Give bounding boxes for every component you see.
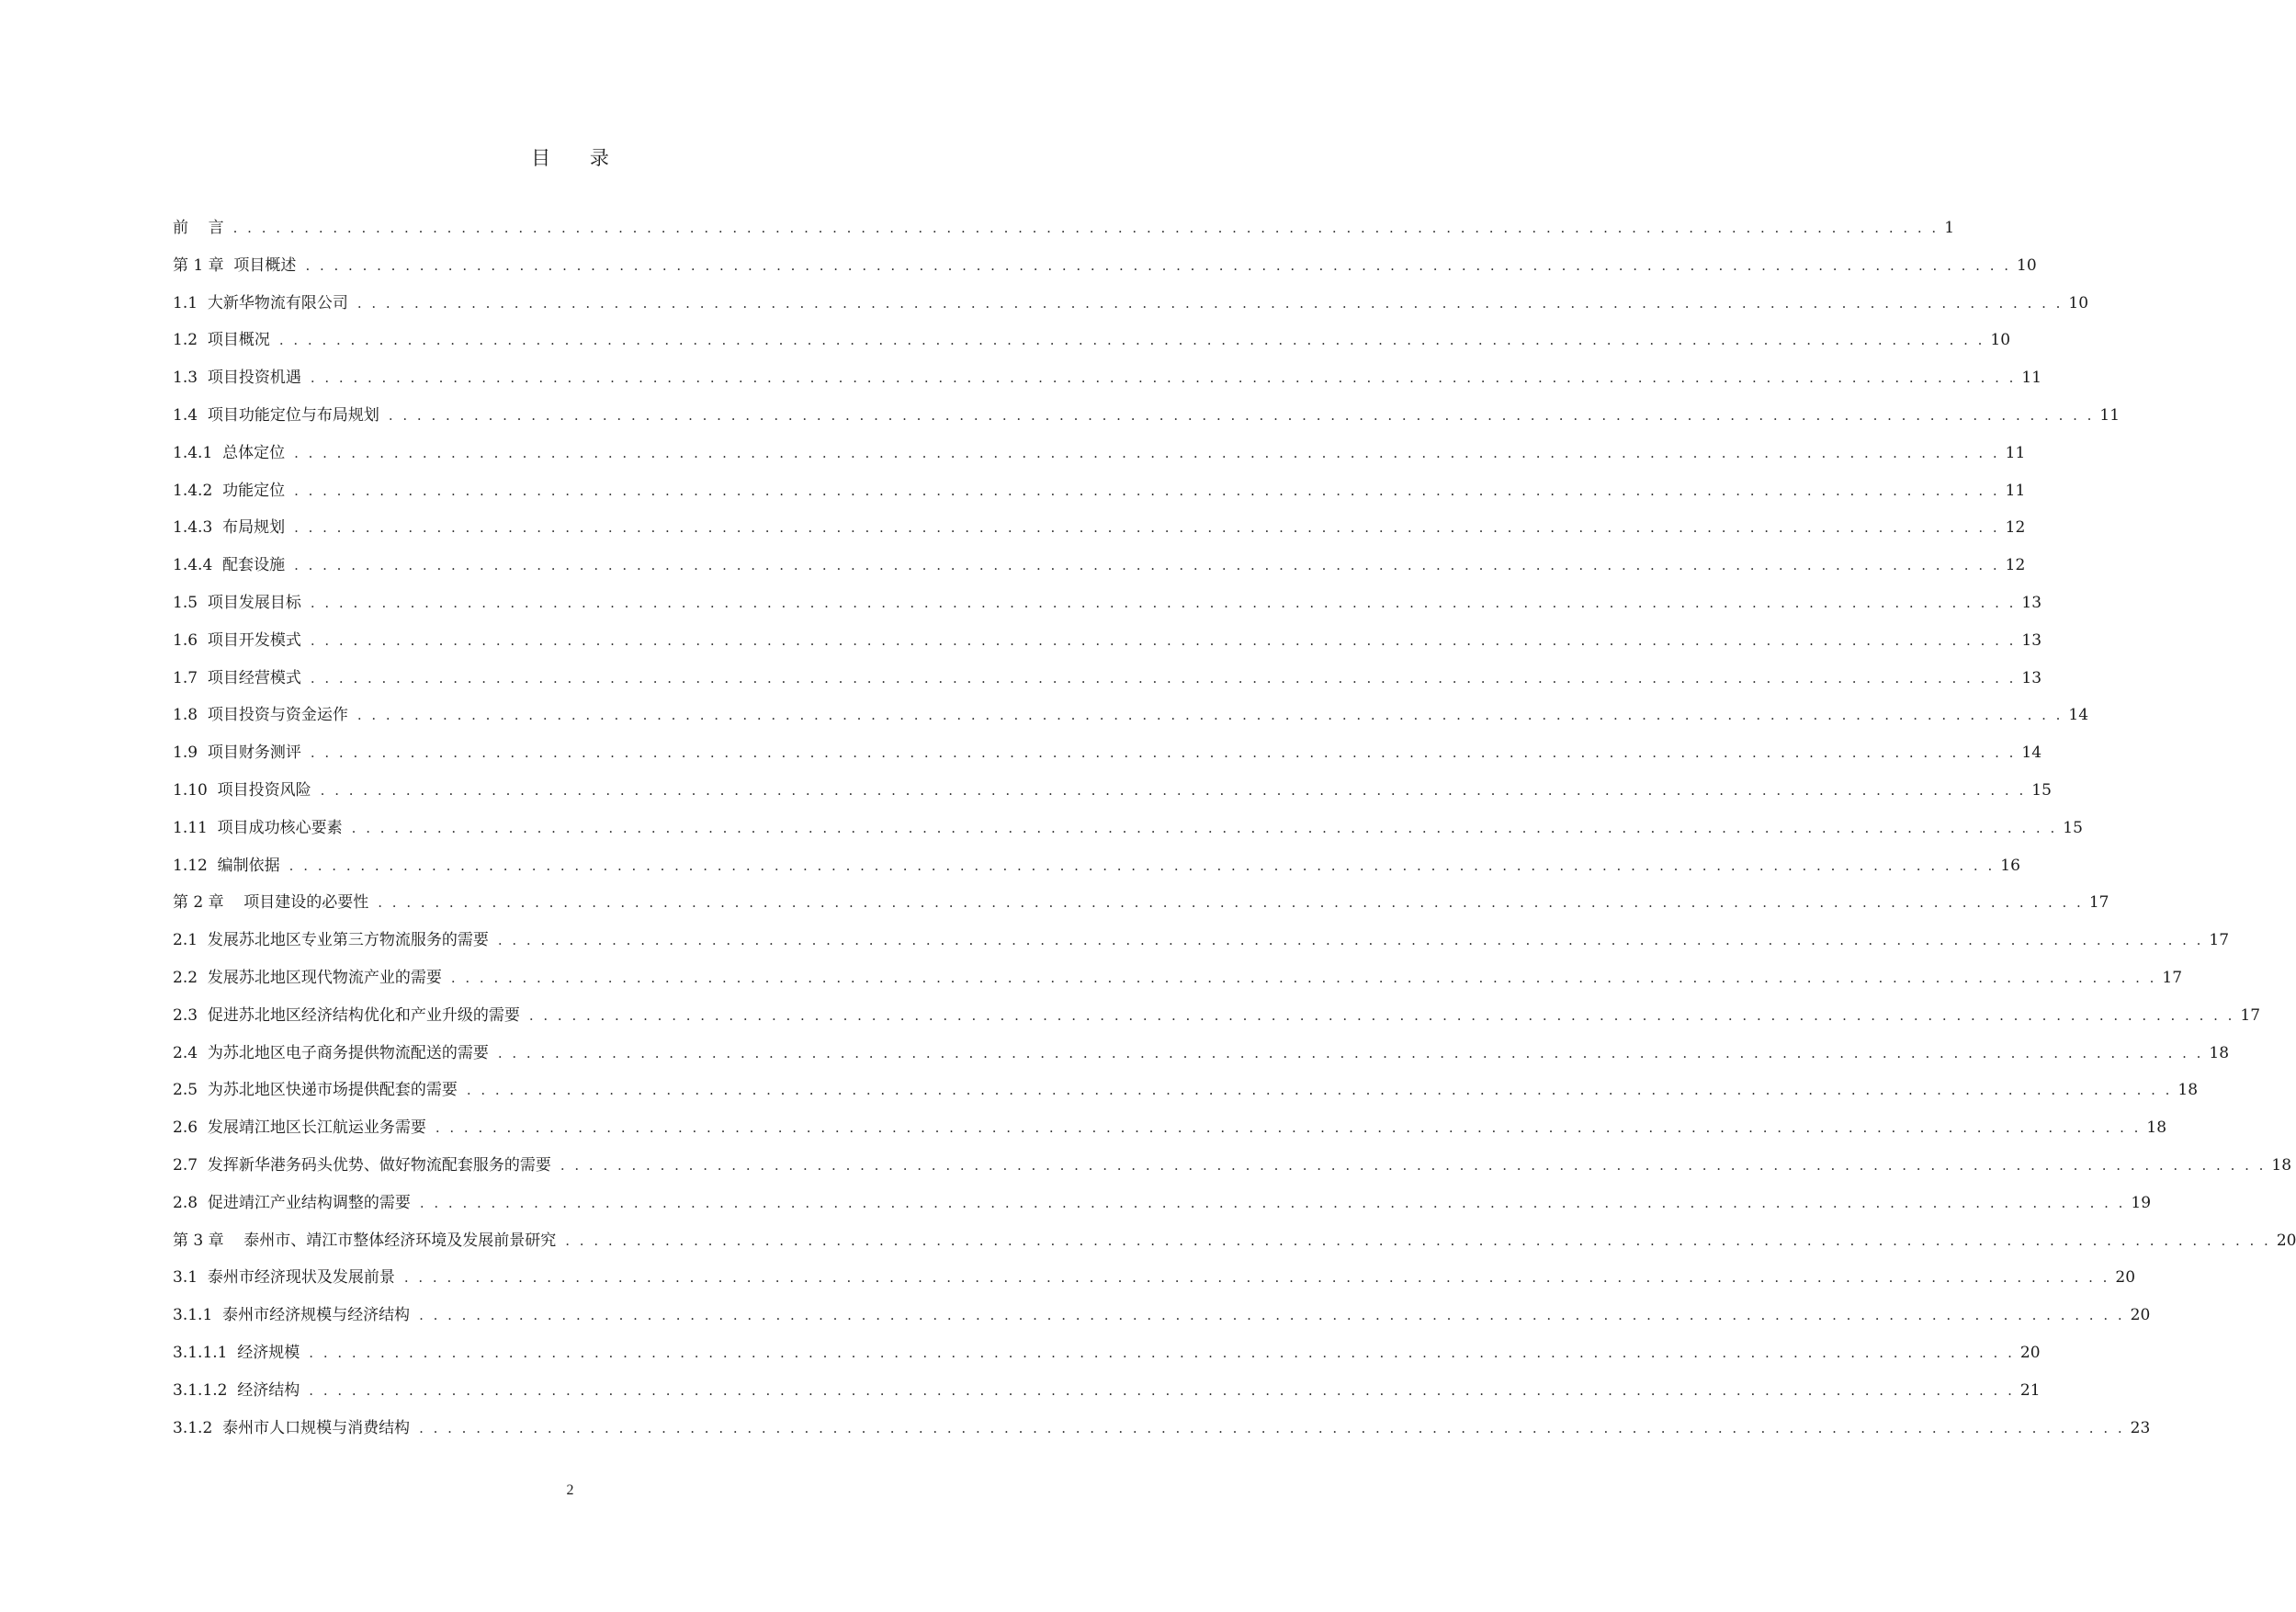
- toc-entry-page-number: 15: [2031, 780, 2052, 800]
- toc-entry-label: 1.4.4 配套设施: [173, 556, 286, 575]
- toc-entry-page-number: 14: [2021, 744, 2042, 763]
- toc-entry[interactable]: [173, 1154, 2292, 1192]
- toc-entry-page-number: 12: [2005, 518, 2026, 538]
- toc-entry[interactable]: [173, 1304, 2151, 1342]
- dot-leader: . . . . . . . . . . . . . . . . . . . . . . . . . . . . . . . . . . . . . . . . . . . . . . . . . . . . . . . . . . . . . . . . . . . . . . . . . . . . . . . . . . . . . . . . . . . . . . . . . . . . . . . . . . . . . . . . . . . . . . . .: [378, 894, 2084, 912]
- dot-leader: . . . . . . . . . . . . . . . . . . . . . . . . . . . . . . . . . . . . . . . . . . . . . . . . . . . . . . . . . . . . . . . . . . . . . . . . . . . . . . . . . . . . . . . . . . . . . . . . . . . . . . . . . . . . . . . . . . . . . . . .: [310, 744, 2017, 762]
- toc-entry-page-number: 13: [2021, 668, 2042, 687]
- toc-entry-label: 3.1.1 泰州市经济规模与经济结构: [173, 1306, 411, 1325]
- toc-entry-page-number: 19: [2131, 1193, 2152, 1212]
- toc-entry-label: 2.3 促进苏北地区经济结构优化和产业升级的需要: [173, 1005, 520, 1025]
- toc-entry-page-number: 17: [2209, 931, 2230, 950]
- toc-entry[interactable]: [173, 1342, 2041, 1379]
- toc-entry[interactable]: [173, 667, 2042, 705]
- toc-entry-label: 2.6 发展靖江地区长江航运业务需要: [173, 1118, 426, 1138]
- toc-entry-page-number: 13: [2021, 630, 2042, 650]
- toc-entry-label: 1.2 项目概况: [173, 331, 270, 350]
- toc-entry[interactable]: [173, 1192, 2152, 1230]
- dot-leader: . . . . . . . . . . . . . . . . . . . . . . . . . . . . . . . . . . . . . . . . . . . . . . . . . . . . . . . . . . . . . . . . . . . . . . . . . . . . . . . . . . . . . . . . . . . . . . . . . . . . . . . . . . . . . . . . . . . . . . . .: [565, 1232, 2271, 1249]
- toc-entry-page-number: 18: [2209, 1043, 2230, 1062]
- dot-leader: . . . . . . . . . . . . . . . . . . . . . . . . . . . . . . . . . . . . . . . . . . . . . . . . . . . . . . . . . . . . . . . . . . . . . . . . . . . . . . . . . . . . . . . . . . . . . . . . . . . . . . . . . . . . . . . . . . . . . . . .: [497, 932, 2204, 949]
- toc-entry[interactable]: [173, 891, 2109, 929]
- toc-entry-page-number: 14: [2068, 706, 2089, 725]
- toc-entry-page-number: 21: [2019, 1380, 2041, 1400]
- dot-leader: . . . . . . . . . . . . . . . . . . . . . . . . . . . . . . . . . . . . . . . . . . . . . . . . . . . . . . . . . . . . . . . . . . . . . . . . . . . . . . . . . . . . . . . . . . . . . . . . . . . . . . . . . . . . . . . . . . . . . . . .: [310, 669, 2017, 687]
- dot-leader: . . . . . . . . . . . . . . . . . . . . . . . . . . . . . . . . . . . . . . . . . . . . . . . . . . . . . . . . . . . . . . . . . . . . . . . . . . . . . . . . . . . . . . . . . . . . . . . . . . . . . . . . . . . . . . . . . . . . . . . .: [294, 519, 2000, 537]
- toc-entry-label: 3.1.1.2 经济结构: [173, 1380, 300, 1400]
- dot-leader: . . . . . . . . . . . . . . . . . . . . . . . . . . . . . . . . . . . . . . . . . . . . . . . . . . . . . . . . . . . . . . . . . . . . . . . . . . . . . . . . . . . . . . . . . . . . . . . . . . . . . . . . . . . . . . . . . . . . . . . .: [356, 707, 2064, 724]
- toc-entry-label: 2.1 发展苏北地区专业第三方物流服务的需要: [173, 931, 489, 950]
- dot-leader: . . . . . . . . . . . . . . . . . . . . . . . . . . . . . . . . . . . . . . . . . . . . . . . . . . . . . . . . . . . . . . . . . . . . . . . . . . . . . . . . . . . . . . . . . . . . . . . . . . . . . . . . . . . . . . . . . . . . . . . .: [309, 1344, 2015, 1361]
- toc-entry-page-number: 20: [2019, 1343, 2041, 1362]
- toc-entry-page-number: 20: [2130, 1306, 2151, 1325]
- toc-entry-label: 第 1 章 项目概述: [173, 255, 297, 275]
- toc-entry[interactable]: [173, 1042, 2230, 1080]
- toc-entry-label: 1.4.3 布局规划: [173, 518, 286, 538]
- toc-entry[interactable]: [173, 742, 2042, 779]
- toc-entry-page-number: 10: [2017, 255, 2037, 275]
- toc-entry-page-number: 11: [2005, 481, 2026, 500]
- toc-entry[interactable]: [173, 1079, 2199, 1117]
- page-number: 2: [566, 1482, 574, 1498]
- toc-entry[interactable]: [173, 217, 1955, 255]
- dot-leader: . . . . . . . . . . . . . . . . . . . . . . . . . . . . . . . . . . . . . . . . . . . . . . . . . . . . . . . . . . . . . . . . . . . . . . . . . . . . . . . . . . . . . . . . . . . . . . . . . . . . . . . . . . . . . . . . . . . . . . . .: [320, 781, 2027, 799]
- toc-entry-label: 1.5 项目发展目标: [173, 593, 301, 612]
- toc-entry-label: 第 2 章 项目建设的必要性: [173, 893, 369, 913]
- dot-leader: . . . . . . . . . . . . . . . . . . . . . . . . . . . . . . . . . . . . . . . . . . . . . . . . . . . . . . . . . . . . . . . . . . . . . . . . . . . . . . . . . . . . . . . . . . . . . . . . . . . . . . . . . . . . . . . . . . . . . . . .: [419, 1194, 2126, 1211]
- toc-entry[interactable]: [173, 1266, 2136, 1304]
- toc-entry-label: 1.1 大新华物流有限公司: [173, 293, 348, 312]
- toc-entry-page-number: 17: [2240, 1005, 2261, 1025]
- toc-entry-label: 1.4 项目功能定位与布局规划: [173, 405, 379, 425]
- toc-entry[interactable]: [173, 1005, 2261, 1042]
- toc-entry-page-number: 15: [2063, 818, 2083, 837]
- toc-entry-label: 1.4.1 总体定位: [173, 443, 286, 462]
- dot-leader: . . . . . . . . . . . . . . . . . . . . . . . . . . . . . . . . . . . . . . . . . . . . . . . . . . . . . . . . . . . . . . . . . . . . . . . . . . . . . . . . . . . . . . . . . . . . . . . . . . . . . . . . . . . . . . . . . . . . . . . .: [288, 857, 1996, 874]
- dot-leader: . . . . . . . . . . . . . . . . . . . . . . . . . . . . . . . . . . . . . . . . . . . . . . . . . . . . . . . . . . . . . . . . . . . . . . . . . . . . . . . . . . . . . . . . . . . . . . . . . . . . . . . . . . . . . . . . . . . . . . . .: [294, 482, 2000, 499]
- toc-entry[interactable]: [173, 480, 2026, 517]
- toc-entry-label: 1.9 项目财务测评: [173, 744, 301, 763]
- dot-leader: . . . . . . . . . . . . . . . . . . . . . . . . . . . . . . . . . . . . . . . . . . . . . . . . . . . . . . . . . . . . . . . . . . . . . . . . . . . . . . . . . . . . . . . . . . . . . . . . . . . . . . . . . . . . . . . . . . . . . . . .: [388, 406, 2095, 424]
- toc-entry-label: 1.6 项目开发模式: [173, 630, 301, 650]
- dot-leader: . . . . . . . . . . . . . . . . . . . . . . . . . . . . . . . . . . . . . . . . . . . . . . . . . . . . . . . . . . . . . . . . . . . . . . . . . . . . . . . . . . . . . . . . . . . . . . . . . . . . . . . . . . . . . . . . . . . . . . . .: [497, 1044, 2204, 1061]
- toc-entry[interactable]: [173, 517, 2026, 554]
- page-title: 目 录: [531, 147, 626, 169]
- toc-entry-page-number: 17: [2162, 968, 2183, 987]
- toc-entry-label: 1.12 编制依据: [173, 856, 280, 875]
- toc-entry[interactable]: [173, 255, 2037, 292]
- toc-entry-label: 2.7 发挥新华港务码头优势、做好物流配套服务的需要: [173, 1155, 551, 1175]
- toc-entry[interactable]: [173, 592, 2042, 630]
- toc-entry-page-number: 23: [2130, 1418, 2151, 1437]
- dot-leader: . . . . . . . . . . . . . . . . . . . . . . . . . . . . . . . . . . . . . . . . . . . . . . . . . . . . . . . . . . . . . . . . . . . . . . . . . . . . . . . . . . . . . . . . . . . . . . . . . . . . . . . . . . . . . . . . . . . . . . . .: [528, 1006, 2235, 1024]
- dot-leader: . . . . . . . . . . . . . . . . . . . . . . . . . . . . . . . . . . . . . . . . . . . . . . . . . . . . . . . . . . . . . . . . . . . . . . . . . . . . . . . . . . . . . . . . . . . . . . . . . . . . . . . . . . . . . . . . . . . . . . . .: [278, 332, 1985, 349]
- toc-entry-page-number: 1: [1944, 219, 1955, 237]
- dot-leader: . . . . . . . . . . . . . . . . . . . . . . . . . . . . . . . . . . . . . . . . . . . . . . . . . . . . . . . . . . . . . . . . . . . . . . . . . . . . . . . . . . . . . . . . . . . . . . . . . . . . . . . . . . . . . . . . . . . . . . . .: [232, 220, 1940, 236]
- toc-entry-label: 2.5 为苏北地区快递市场提供配套的需要: [173, 1081, 458, 1100]
- toc-entry-page-number: 18: [2271, 1155, 2292, 1175]
- toc-entry-page-number: 10: [2068, 293, 2089, 312]
- dot-leader: . . . . . . . . . . . . . . . . . . . . . . . . . . . . . . . . . . . . . . . . . . . . . . . . . . . . . . . . . . . . . . . . . . . . . . . . . . . . . . . . . . . . . . . . . . . . . . . . . . . . . . . . . . . . . . . . . . . . . . . .: [310, 369, 2017, 387]
- dot-leader: . . . . . . . . . . . . . . . . . . . . . . . . . . . . . . . . . . . . . . . . . . . . . . . . . . . . . . . . . . . . . . . . . . . . . . . . . . . . . . . . . . . . . . . . . . . . . . . . . . . . . . . . . . . . . . . . . . . . . . . .: [435, 1119, 2142, 1137]
- toc-entry-label: 1.8 项目投资与资金运作: [173, 706, 348, 725]
- toc-entry[interactable]: [173, 630, 2042, 667]
- toc-entry-label: 3.1 泰州市经济现状及发展前景: [173, 1268, 395, 1288]
- toc-entry-label: 1.10 项目投资风险: [173, 780, 311, 800]
- toc-entry[interactable]: [173, 704, 2089, 742]
- toc-entry[interactable]: [173, 404, 2121, 442]
- toc-entry[interactable]: [173, 442, 2026, 480]
- toc-entry-page-number: 11: [2099, 405, 2121, 425]
- toc-entry-page-number: 11: [2005, 443, 2026, 462]
- dot-leader: . . . . . . . . . . . . . . . . . . . . . . . . . . . . . . . . . . . . . . . . . . . . . . . . . . . . . . . . . . . . . . . . . . . . . . . . . . . . . . . . . . . . . . . . . . . . . . . . . . . . . . . . . . . . . . . . . . . . . . . .: [294, 557, 2000, 574]
- toc-entry[interactable]: [173, 779, 2052, 817]
- toc-entry[interactable]: [173, 1417, 2151, 1455]
- toc-entry-page-number: 17: [2088, 893, 2109, 913]
- dot-leader: . . . . . . . . . . . . . . . . . . . . . . . . . . . . . . . . . . . . . . . . . . . . . . . . . . . . . . . . . . . . . . . . . . . . . . . . . . . . . . . . . . . . . . . . . . . . . . . . . . . . . . . . . . . . . . . . . . . . . . . .: [356, 294, 2064, 312]
- toc-entry-page-number: 20: [2115, 1268, 2136, 1288]
- toc-entry-label: 2.2 发展苏北地区现代物流产业的需要: [173, 968, 442, 987]
- dot-leader: . . . . . . . . . . . . . . . . . . . . . . . . . . . . . . . . . . . . . . . . . . . . . . . . . . . . . . . . . . . . . . . . . . . . . . . . . . . . . . . . . . . . . . . . . . . . . . . . . . . . . . . . . . . . . . . . . . . . . . . .: [450, 969, 2157, 986]
- toc-entry-label: 3.1.2 泰州市人口规模与消费结构: [173, 1418, 411, 1437]
- toc-entry[interactable]: [173, 329, 2011, 367]
- toc-entry[interactable]: [173, 554, 2026, 592]
- dot-leader: . . . . . . . . . . . . . . . . . . . . . . . . . . . . . . . . . . . . . . . . . . . . . . . . . . . . . . . . . . . . . . . . . . . . . . . . . . . . . . . . . . . . . . . . . . . . . . . . . . . . . . . . . . . . . . . . . . . . . . . .: [466, 1082, 2173, 1099]
- dot-leader: . . . . . . . . . . . . . . . . . . . . . . . . . . . . . . . . . . . . . . . . . . . . . . . . . . . . . . . . . . . . . . . . . . . . . . . . . . . . . . . . . . . . . . . . . . . . . . . . . . . . . . . . . . . . . . . . . . . . . . . .: [560, 1156, 2267, 1174]
- toc-entry-page-number: 10: [1990, 331, 2011, 350]
- toc-entry-label: 1.3 项目投资机遇: [173, 369, 301, 388]
- dot-leader: . . . . . . . . . . . . . . . . . . . . . . . . . . . . . . . . . . . . . . . . . . . . . . . . . . . . . . . . . . . . . . . . . . . . . . . . . . . . . . . . . . . . . . . . . . . . . . . . . . . . . . . . . . . . . . . . . . . . . . . .: [309, 1381, 2015, 1399]
- toc-entry[interactable]: [173, 817, 2083, 855]
- table-of-contents: [173, 217, 2296, 1454]
- toc-entry[interactable]: [173, 1117, 2167, 1154]
- toc-entry-page-number: 18: [2146, 1118, 2167, 1138]
- dot-leader: . . . . . . . . . . . . . . . . . . . . . . . . . . . . . . . . . . . . . . . . . . . . . . . . . . . . . . . . . . . . . . . . . . . . . . . . . . . . . . . . . . . . . . . . . . . . . . . . . . . . . . . . . . . . . . . . . . . . . . . .: [294, 444, 2000, 461]
- toc-entry-page-number: 13: [2021, 593, 2042, 612]
- toc-entry[interactable]: [173, 967, 2183, 1005]
- toc-entry-page-number: 16: [2000, 856, 2020, 875]
- toc-entry-label: 2.4 为苏北地区电子商务提供物流配送的需要: [173, 1043, 489, 1062]
- toc-entry[interactable]: [173, 929, 2230, 967]
- toc-entry[interactable]: [173, 292, 2089, 330]
- toc-entry-label: 1.4.2 功能定位: [173, 481, 286, 500]
- toc-entry-label: 3.1.1.1 经济规模: [173, 1343, 300, 1362]
- toc-entry-label: 前 言: [173, 219, 224, 237]
- dot-leader: . . . . . . . . . . . . . . . . . . . . . . . . . . . . . . . . . . . . . . . . . . . . . . . . . . . . . . . . . . . . . . . . . . . . . . . . . . . . . . . . . . . . . . . . . . . . . . . . . . . . . . . . . . . . . . . . . . . . . . . .: [419, 1419, 2125, 1436]
- toc-entry[interactable]: [173, 367, 2042, 404]
- toc-entry-page-number: 18: [2177, 1081, 2199, 1100]
- toc-entry[interactable]: [173, 1379, 2041, 1417]
- toc-entry-label: 1.11 项目成功核心要素: [173, 818, 343, 837]
- dot-leader: . . . . . . . . . . . . . . . . . . . . . . . . . . . . . . . . . . . . . . . . . . . . . . . . . . . . . . . . . . . . . . . . . . . . . . . . . . . . . . . . . . . . . . . . . . . . . . . . . . . . . . . . . . . . . . . . . . . . . . . .: [419, 1307, 2125, 1324]
- toc-entry[interactable]: [173, 1230, 2296, 1267]
- toc-entry-label: 1.7 项目经营模式: [173, 668, 301, 687]
- toc-entry-page-number: 11: [2021, 369, 2042, 388]
- dot-leader: . . . . . . . . . . . . . . . . . . . . . . . . . . . . . . . . . . . . . . . . . . . . . . . . . . . . . . . . . . . . . . . . . . . . . . . . . . . . . . . . . . . . . . . . . . . . . . . . . . . . . . . . . . . . . . . . . . . . . . . .: [351, 819, 2058, 836]
- dot-leader: . . . . . . . . . . . . . . . . . . . . . . . . . . . . . . . . . . . . . . . . . . . . . . . . . . . . . . . . . . . . . . . . . . . . . . . . . . . . . . . . . . . . . . . . . . . . . . . . . . . . . . . . . . . . . . . . . . . . . . . .: [305, 256, 2012, 274]
- dot-leader: . . . . . . . . . . . . . . . . . . . . . . . . . . . . . . . . . . . . . . . . . . . . . . . . . . . . . . . . . . . . . . . . . . . . . . . . . . . . . . . . . . . . . . . . . . . . . . . . . . . . . . . . . . . . . . . . . . . . . . . .: [403, 1269, 2110, 1287]
- dot-leader: . . . . . . . . . . . . . . . . . . . . . . . . . . . . . . . . . . . . . . . . . . . . . . . . . . . . . . . . . . . . . . . . . . . . . . . . . . . . . . . . . . . . . . . . . . . . . . . . . . . . . . . . . . . . . . . . . . . . . . . .: [310, 631, 2017, 649]
- toc-entry-label: 第 3 章 泰州市、靖江市整体经济环境及发展前景研究: [173, 1231, 557, 1250]
- toc-entry-page-number: 12: [2005, 556, 2026, 575]
- dot-leader: . . . . . . . . . . . . . . . . . . . . . . . . . . . . . . . . . . . . . . . . . . . . . . . . . . . . . . . . . . . . . . . . . . . . . . . . . . . . . . . . . . . . . . . . . . . . . . . . . . . . . . . . . . . . . . . . . . . . . . . .: [310, 594, 2017, 611]
- toc-entry-label: 2.8 促进靖江产业结构调整的需要: [173, 1193, 411, 1212]
- toc-entry[interactable]: [173, 855, 2020, 892]
- toc-entry-page-number: 20: [2276, 1231, 2296, 1250]
